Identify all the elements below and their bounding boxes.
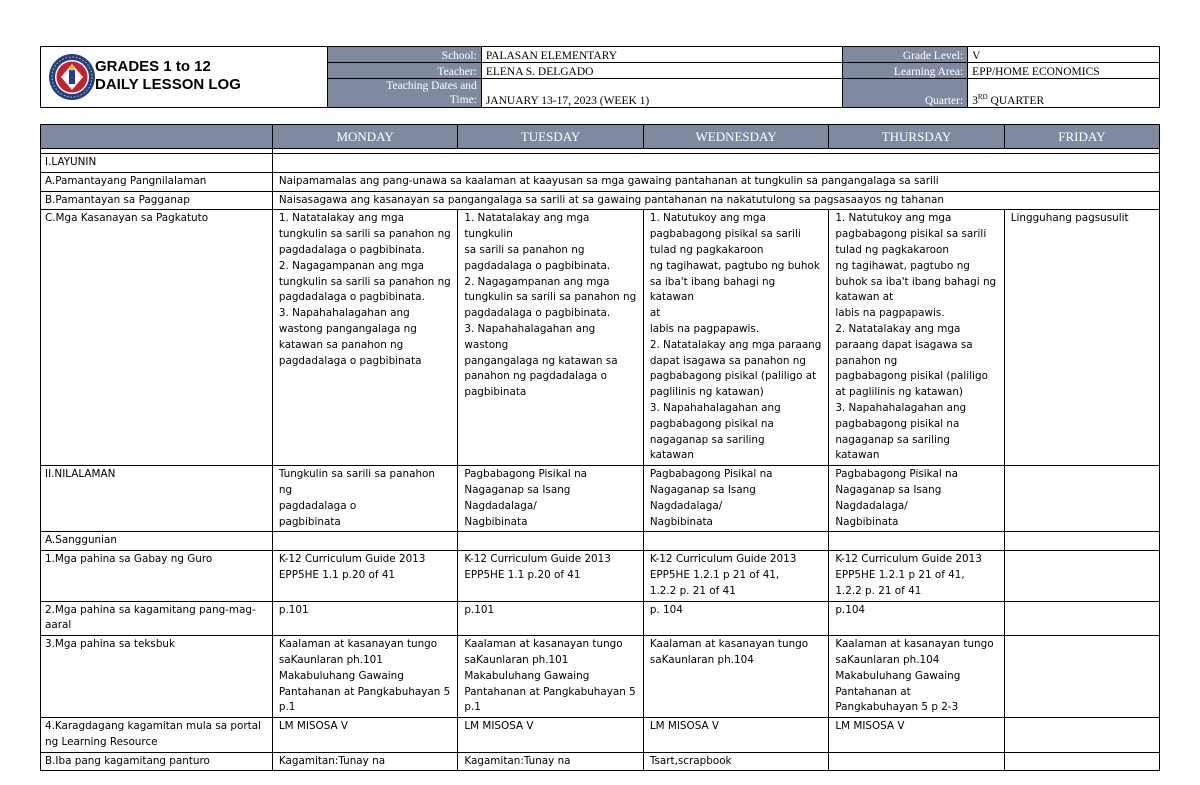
iba-monday: Kagamitan:Tunay na <box>272 752 457 771</box>
table-row <box>41 172 1160 191</box>
nilalaman-wednesday: Pagbabagong Pisikal na Nagaganap sa Isang Nagdadalaga/ Nagbibinata <box>643 466 828 532</box>
daily-lesson-log-table <box>40 124 1160 771</box>
school-label: School: <box>328 47 482 63</box>
dates-label <box>328 79 482 108</box>
quarter-label: Quarter: <box>843 79 968 108</box>
area-value: EPP/HOME ECONOMICS <box>968 63 1160 79</box>
table-row <box>41 636 1160 718</box>
portal-wednesday: LM MISOSA V <box>643 718 828 753</box>
lesson-log-header <box>40 46 1160 108</box>
portal-monday: LM MISOSA V <box>272 718 457 753</box>
row-label-portal: 4.Karagdagang kagamitan mula sa portal ng Learning Resource <box>41 718 273 753</box>
grade-value: V <box>968 47 1160 63</box>
kasanayan-monday: 1. Natatalakay ang mga tungkulin sa sarili sa panahon ng pagdadalaga o pagbibinata. 2. Nagagampanan ang mga tungkulin sa sarili sa panahon ng pagdadalaga o pagbibinata. 3. Napahahalagahan ang wastong pangangalaga ng katawan sa panahon ng pagdadalaga o pagbibinata <box>272 210 457 466</box>
table-row <box>41 718 1160 753</box>
teksbuk-thursday: Kaalaman at kasanayan tungo saKaunlaran ph.104 Makabuluhang Gawaing Pantahanan at Pangkabuhayan 5 p 2-3 <box>829 636 1004 718</box>
row-label-nilalaman: II.NILALAMAN <box>41 466 273 532</box>
nilalaman-friday <box>1004 466 1159 532</box>
table-cell <box>272 532 457 551</box>
gabay-wednesday: K-12 Curriculum Guide 2013 EPP5HE 1.2.1 p 21 of 41, 1.2.2 p. 21 of 41 <box>643 551 828 601</box>
day-header: FRIDAY <box>1004 125 1159 149</box>
row-label-kagamitang: 2.Mga pahina sa kagamitang pang-mag- aaral <box>41 601 273 636</box>
table-row <box>41 532 1160 551</box>
teksbuk-tuesday: Kaalaman at kasanayan tungo saKaunlaran ph.101 Makabuluhang Gawaing Pantahanan at Pangkabuhayan 5 p.1 <box>458 636 643 718</box>
table-cell <box>272 154 1159 173</box>
title-box <box>40 46 328 108</box>
kagamitang-monday: p.101 <box>272 601 457 636</box>
pagganap-text: Naisasagawa ang kasanayan sa pangangalaga sa sarili at sa gawaing pantahanan na nakatutulong sa pagsasaayos ng tahanan <box>272 191 1159 210</box>
school-value: PALASAN ELEMENTARY <box>481 47 843 63</box>
school-info-table <box>327 46 1160 108</box>
row-label-sanggunian: A.Sanggunian <box>41 532 273 551</box>
quarter-word: QUARTER <box>990 95 1045 107</box>
row-label-pangnilalaman: A.Pamantayang Pangnilalaman <box>41 172 273 191</box>
kasanayan-friday: Lingguhang pagsusulit <box>1004 210 1159 466</box>
iba-friday <box>1004 752 1159 771</box>
kagamitang-thursday: p.104 <box>829 601 1004 636</box>
dates-label-line-1: Teaching Dates and <box>386 80 477 92</box>
page-title <box>95 58 241 94</box>
iba-wednesday: Tsart,scrapbook <box>643 752 828 771</box>
table-row <box>41 210 1160 466</box>
table-cell <box>829 532 1004 551</box>
area-label: Learning Area: <box>843 63 968 79</box>
table-cell <box>458 532 643 551</box>
grade-label: Grade Level: <box>843 47 968 63</box>
pangnilalaman-text: Naipamamalas ang pang-unawa sa kaalaman at kaayusan sa mga gawaing pantahanan at tungkulin sa pangangalaga sa sarili <box>272 172 1159 191</box>
kasanayan-wednesday: 1. Natutukoy ang mga pagbabagong pisikal sa sarili tulad ng pagkakaroon ng tagihawat, pagtubo ng buhok sa iba't ibang bahagi ng katawan at labis na pagpapawis. 2. Natatalakay ang mga paraang dapat isagawa sa panahon ng pagbabagong pisikal (paliligo at paglilinis ng katawan) 3. Napahahalagahan ang pagbabagong pisikal na nagaganap sa sariling katawan <box>643 210 828 466</box>
quarter-value <box>968 79 1160 108</box>
portal-thursday: LM MISOSA V <box>829 718 1004 753</box>
kagamitang-friday <box>1004 601 1159 636</box>
table-row <box>41 601 1160 636</box>
row-label-pagganap: B.Pamantayan sa Pagganap <box>41 191 273 210</box>
nilalaman-monday: Tungkulin sa sarili sa panahon ng pagdadalaga o pagbibinata <box>272 466 457 532</box>
day-header: TUESDAY <box>458 125 643 149</box>
iba-thursday <box>829 752 1004 771</box>
teksbuk-monday: Kaalaman at kasanayan tungo saKaunlaran ph.101 Makabuluhang Gawaing Pantahanan at Pangkabuhayan 5 p.1 <box>272 636 457 718</box>
kasanayan-tuesday: 1. Natatalakay ang mga tungkulin sa sarili sa panahon ng pagdadalaga o pagbibinata. 2. Nagagampanan ang mga tungkulin sa sarili sa panahon ng pagdadalaga o pagbibinata. 3. Napahahalagahan ang wastong pangangalaga ng katawan sa panahon ng pagdadalaga o pagbibinata <box>458 210 643 466</box>
nilalaman-thursday: Pagbabagong Pisikal na Nagaganap sa Isang Nagdadalaga/ Nagbibinata <box>829 466 1004 532</box>
teksbuk-friday <box>1004 636 1159 718</box>
teacher-value: ELENA S. DELGADO <box>481 63 843 79</box>
gabay-friday <box>1004 551 1159 601</box>
row-label-gabay: 1.Mga pahina sa Gabay ng Guro <box>41 551 273 601</box>
teacher-label: Teacher: <box>328 63 482 79</box>
portal-friday <box>1004 718 1159 753</box>
deped-seal-icon <box>47 52 97 102</box>
nilalaman-tuesday: Pagbabagong Pisikal na Nagaganap sa Isang Nagdadalaga/ Nagbibinata <box>458 466 643 532</box>
quarter-suffix: RD <box>977 93 988 102</box>
dates-value: JANUARY 13-17, 2023 (WEEK 1) <box>481 79 843 108</box>
kasanayan-thursday: 1. Natutukoy ang mga pagbabagong pisikal sa sarili tulad ng pagkakaroon ng tagihawat, pagtubo ng buhok sa iba't ibang bahagi ng katawan at labis na pagpapawis. 2. Natatalakay ang mga paraang dapat isagawa sa panahon ng pagbabagong pisikal (paliligo at paglilinis ng katawan) 3. Napahahalagahan ang pagbabagong pisikal na nagaganap sa sariling katawan <box>829 210 1004 466</box>
day-header: WEDNESDAY <box>643 125 828 149</box>
quarter-number: 3 <box>972 95 978 107</box>
kagamitang-wednesday: p. 104 <box>643 601 828 636</box>
day-header: THURSDAY <box>829 125 1004 149</box>
table-cell <box>1004 532 1159 551</box>
table-row <box>41 154 1160 173</box>
corner-cell <box>41 125 273 149</box>
row-label-kasanayan: C.Mga Kasanayan sa Pagkatuto <box>41 210 273 466</box>
gabay-thursday: K-12 Curriculum Guide 2013 EPP5HE 1.2.1 p 21 of 41, 1.2.2 p. 21 of 41 <box>829 551 1004 601</box>
gabay-tuesday: K-12 Curriculum Guide 2013 EPP5HE 1.1 p.20 of 41 <box>458 551 643 601</box>
dates-label-line-2: Time: <box>449 94 477 106</box>
gabay-monday: K-12 Curriculum Guide 2013 EPP5HE 1.1 p.20 of 41 <box>272 551 457 601</box>
table-row <box>41 551 1160 601</box>
table-row <box>41 191 1160 210</box>
row-label-layunin: I.LAYUNIN <box>41 154 273 173</box>
row-label-teksbuk: 3.Mga pahina sa teksbuk <box>41 636 273 718</box>
table-row <box>41 752 1160 771</box>
day-header: MONDAY <box>272 125 457 149</box>
portal-tuesday: LM MISOSA V <box>458 718 643 753</box>
row-label-iba: B.Iba pang kagamitang panturo <box>41 752 273 771</box>
table-cell <box>643 532 828 551</box>
teksbuk-wednesday: Kaalaman at kasanayan tungo saKaunlaran ph.104 <box>643 636 828 718</box>
day-header-row <box>41 125 1160 149</box>
table-row <box>41 466 1160 532</box>
kagamitang-tuesday: p.101 <box>458 601 643 636</box>
title-line-2: DAILY LESSON LOG <box>95 76 241 93</box>
title-line-1: GRADES 1 to 12 <box>95 58 211 75</box>
iba-tuesday: Kagamitan:Tunay na <box>458 752 643 771</box>
